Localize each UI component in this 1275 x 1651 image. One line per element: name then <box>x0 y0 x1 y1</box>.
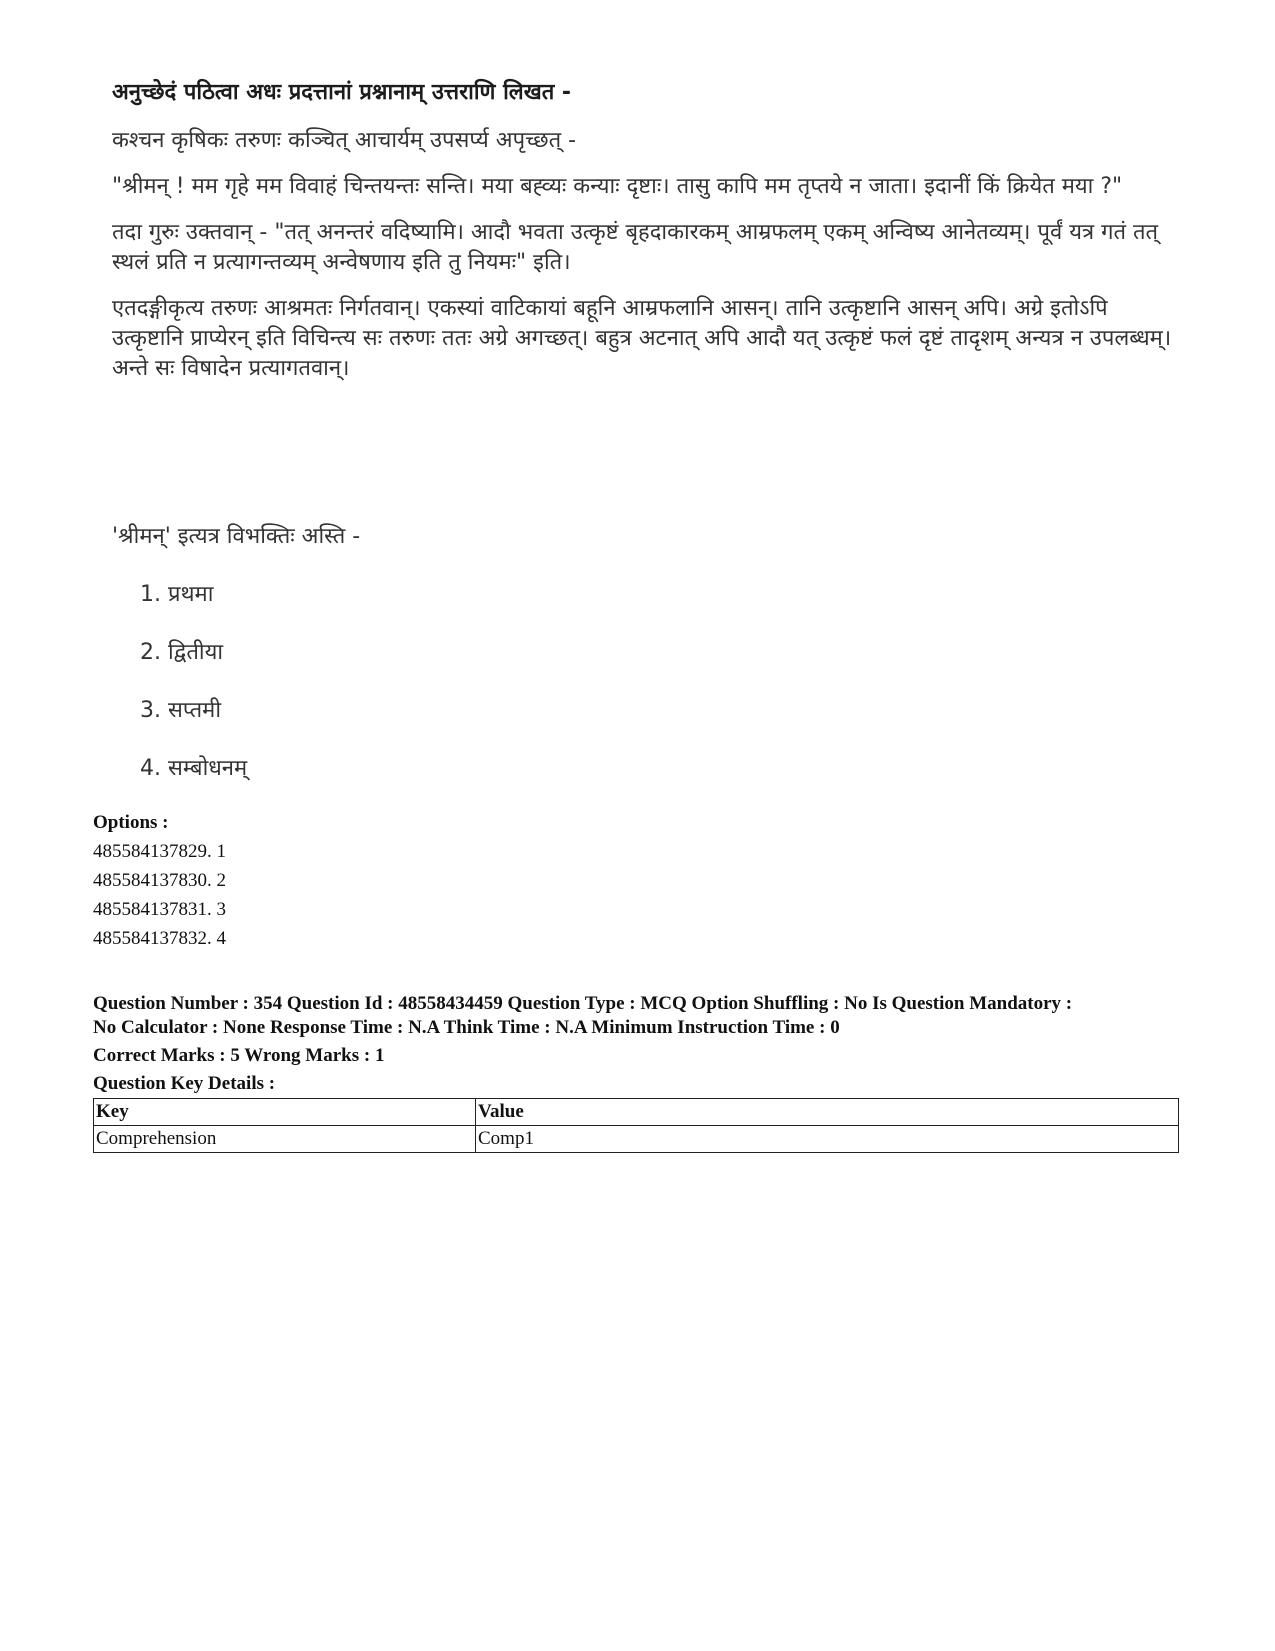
question-text: 'श्रीमन्' इत्यत्र विभक्तिः अस्ति - <box>112 524 361 549</box>
key-details-label: Question Key Details : <box>93 1073 276 1094</box>
option-id-3: 485584137831. 3 <box>93 899 226 920</box>
meta-line-1: Question Number : 354 Question Id : 48558434459 Question Type : MCQ Option Shuffling : No Is Question Mandatory : <box>93 993 1073 1014</box>
option-id-4: 485584137832. 4 <box>93 928 226 949</box>
question-meta <box>93 992 1193 1096</box>
passage-image <box>112 78 1172 400</box>
table-cell-key: Comprehension <box>94 1126 476 1153</box>
options-label: Options : <box>93 812 169 833</box>
table-row <box>94 1126 1179 1153</box>
table-header-row <box>94 1099 1179 1126</box>
choice-item-2: 2. द्वितीया <box>140 640 224 665</box>
table-cell-value: Comp1 <box>476 1126 1179 1153</box>
table-header-key: Key <box>94 1099 476 1126</box>
passage-paragraph-3: तदा गुरुः उक्तवान् - "तत् अनन्तरं वदिष्यामि। आदौ भवता उत्कृष्टं बृहदाकारकम् आम्रफलम् एकम् अन्विष्य आनेतव्यम्। पूर्वं यत्र गतं तत् स्थलं प्रति न प्रत्यागन्तव्यम् अन्वेषणाय इति तु नियमः" इति। <box>112 220 1159 275</box>
passage-paragraph-4: एतदङ्गीकृत्य तरुणः आश्रमतः निर्गतवान्। एकस्यां वाटिकायां बहूनि आम्रफलानि आसन्। तानि उत्कृष्टानि आसन् अपि। अग्रे इतोऽपि उत्कृष्टानि प्राप्येरन् इति विचिन्त्य सः तरुणः ततः अग्रे अगच्छत्। बहुत्र अटनात् अपि आदौ यत् उत्कृष्टं फलं दृष्टं तादृशम् अन्यत्र न उपलब्धम्। अन्ते सः विषादेन प्रत्यागतवान्। <box>112 296 1172 381</box>
option-id-1: 485584137829. 1 <box>93 841 226 862</box>
passage-heading: अनुच्छेदं पठित्वा अधः प्रदत्तानां प्रश्नानाम् उत्तराणि लिखत - <box>112 80 572 105</box>
marks-line: Correct Marks : 5 Wrong Marks : 1 <box>93 1045 385 1066</box>
choice-item-3: 3. सप्तमी <box>140 698 222 723</box>
options-block <box>93 808 226 953</box>
passage-paragraph-2: "श्रीमन् ! मम गृहे मम विवाहं चिन्तयन्तः सन्ति। मया बह्व्यः कन्याः दृष्टाः। तासु कापि मम तृप्तये न जाता। इदानीं किं क्रियेत मया ?" <box>112 174 1123 199</box>
passage-paragraph-1: कश्चन कृषिकः तरुणः कञ्चित् आचार्यम् उपसर्प्य अपृच्छत् - <box>112 128 577 153</box>
option-id-2: 485584137830. 2 <box>93 870 226 891</box>
choice-list <box>140 580 247 812</box>
table-header-value: Value <box>476 1099 1179 1126</box>
choice-item-4: 4. सम्बोधनम् <box>140 756 248 781</box>
choice-item-1: 1. प्रथमा <box>140 582 214 607</box>
meta-line-2: No Calculator : None Response Time : N.A Think Time : N.A Minimum Instruction Time : 0 <box>93 1017 840 1038</box>
key-details-table <box>93 1098 1179 1153</box>
